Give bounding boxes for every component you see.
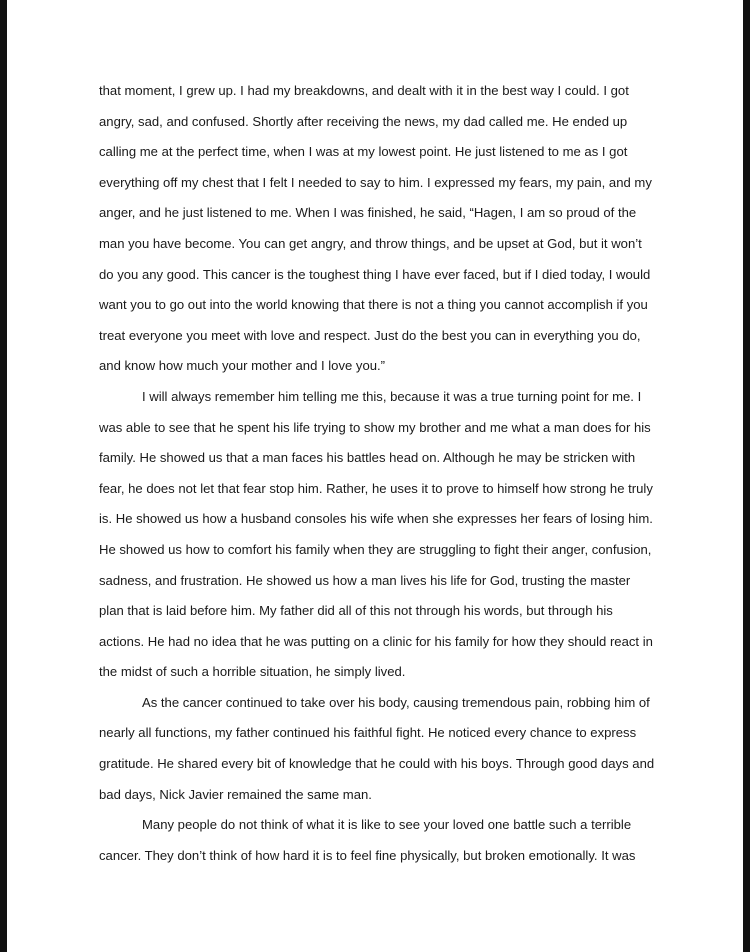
text-line: He showed us how to comfort his family when they are struggling to fight their anger, confusion, bbox=[99, 541, 652, 557]
text-line: cancer. They don’t think of how hard it is to feel fine physically, but broken emotionally. It was bbox=[99, 847, 636, 863]
text-line: plan that is laid before him. My father did all of this not through his words, but through his bbox=[99, 603, 613, 619]
text-line: gratitude. He shared every bit of knowledge that he could with his boys. Through good days and bbox=[99, 756, 655, 772]
text-line: actions. He had no idea that he was putting on a clinic for his family for how they should react in bbox=[99, 633, 653, 649]
body-text bbox=[99, 78, 669, 873]
text-line: sadness, and frustration. He showed us how a man lives his life for God, trusting the master bbox=[99, 572, 631, 588]
document-page bbox=[7, 0, 743, 952]
text-line: As the cancer continued to take over his body, causing tremendous pain, robbing him of bbox=[142, 694, 650, 710]
text-line: everything off my chest that I felt I needed to say to him. I expressed my fears, my pain, and my bbox=[99, 174, 652, 190]
text-line: angry, sad, and confused. Shortly after receiving the news, my dad called me. He ended up bbox=[99, 113, 628, 129]
text-line: is. He showed us how a husband consoles his wife when she expresses her fears of losing him. bbox=[99, 511, 653, 527]
text-line: that moment, I grew up. I had my breakdowns, and dealt with it in the best way I could. I got bbox=[99, 83, 629, 98]
text-line: bad days, Nick Javier remained the same man. bbox=[99, 786, 372, 802]
text-line: I will always remember him telling me this, because it was a true turning point for me. I bbox=[142, 388, 642, 404]
text-line: was able to see that he spent his life trying to show my brother and me what a man does for his bbox=[99, 419, 651, 435]
text-line: family. He showed us that a man faces his battles head on. Although he may be stricken with bbox=[99, 450, 636, 466]
text-line: fear, he does not let that fear stop him. Rather, he uses it to prove to himself how strong he truly bbox=[99, 480, 653, 496]
text-line: want you to go out into the world knowing that there is not a thing you cannot accomplish if you bbox=[99, 297, 648, 313]
text-line: the midst of such a horrible situation, he simply lived. bbox=[99, 664, 406, 680]
text-line: and know how much your mother and I love you.” bbox=[99, 358, 386, 374]
text-line: treat everyone you meet with love and respect. Just do the best you can in everything you do, bbox=[99, 327, 641, 343]
text-line: anger, and he just listened to me. When I was finished, he said, “Hagen, I am so proud of the bbox=[99, 205, 637, 221]
text-line: do you any good. This cancer is the toughest thing I have ever faced, but if I died today, I would bbox=[99, 266, 651, 282]
text-line: nearly all functions, my father continued his faithful fight. He noticed every chance to express bbox=[99, 725, 637, 741]
text-line: calling me at the perfect time, when I was at my lowest point. He just listened to me as I got bbox=[99, 144, 628, 160]
right-border bbox=[743, 0, 750, 952]
text-line: Many people do not think of what it is like to see your loved one battle such a terrible bbox=[142, 817, 632, 833]
left-border bbox=[0, 0, 7, 952]
text-line: man you have become. You can get angry, and throw things, and be upset at God, but it won’t bbox=[99, 235, 642, 251]
